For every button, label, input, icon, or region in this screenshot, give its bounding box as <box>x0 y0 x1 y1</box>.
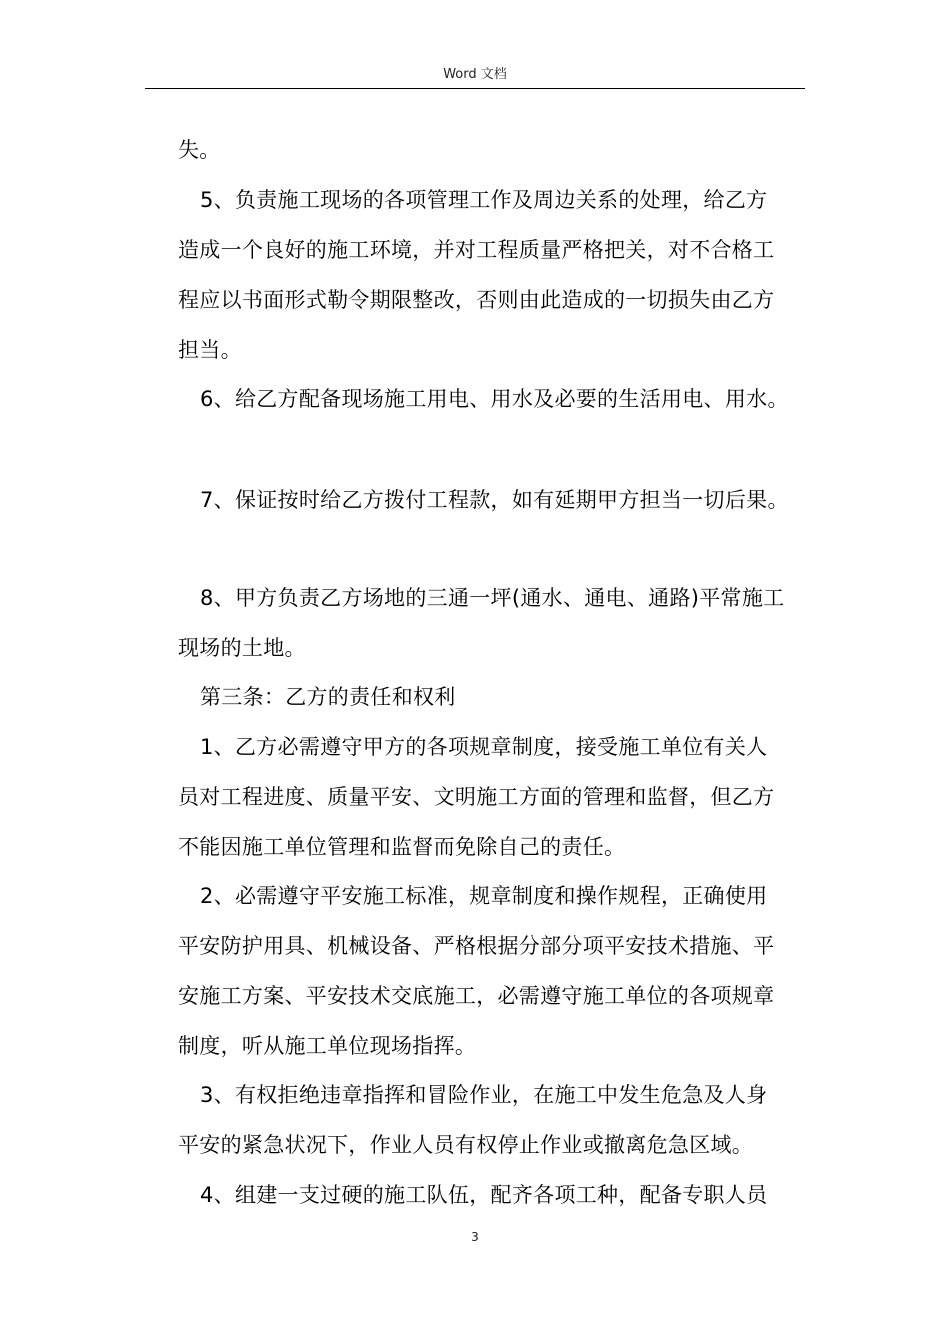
text-line: 6、给乙方配备现场施工用电、用水及必要的生活用电、用水。 <box>200 387 789 411</box>
text-line: 7、保证按时给乙方拨付工程款，如有延期甲方担当一切后果。 <box>200 488 789 512</box>
text-line: 制度，听从施工单位现场指挥。 <box>178 1034 477 1058</box>
text-line: 2、必需遵守平安施工标准，规章制度和操作规程，正确使用 <box>200 884 768 908</box>
text-line: 造成一个良好的施工环境，并对工程质量严格把关，对不合格工 <box>178 238 775 262</box>
text-line: 现场的土地。 <box>178 636 306 660</box>
text-line: 安施工方案、平安技术交底施工，必需遵守施工单位的各项规章 <box>178 984 775 1008</box>
text-line: 程应以书面形式勒令期限整改，否则由此造成的一切损失由乙方 <box>178 288 775 312</box>
page-number: 3 <box>471 1230 479 1244</box>
section-heading: 第三条：乙方的责任和权利 <box>200 685 456 709</box>
text-line: 员对工程进度、质量平安、文明施工方面的管理和监督，但乙方 <box>178 785 775 809</box>
text-line: 平安防护用具、机械设备、严格根据分部分项平安技术措施、平 <box>178 934 775 958</box>
text-line: 4、组建一支过硬的施工队伍，配齐各项工种，配备专职人员 <box>200 1183 768 1207</box>
header-divider <box>145 88 805 89</box>
text-line: 3、有权拒绝违章指挥和冒险作业，在施工中发生危急及人身 <box>200 1083 768 1107</box>
text-line: 平安的紧急状况下，作业人员有权停止作业或撤离危急区域。 <box>178 1133 754 1157</box>
text-line: 不能因施工单位管理和监督而免除自己的责任。 <box>178 835 626 859</box>
text-line: 失。 <box>178 138 221 162</box>
text-line: 5、负责施工现场的各项管理工作及周边关系的处理，给乙方 <box>200 188 768 212</box>
text-line: 1、乙方必需遵守甲方的各项规章制度，接受施工单位有关人 <box>200 735 768 759</box>
text-line: 8、甲方负责乙方场地的三通一坪(通水、通电、通路)平常施工 <box>200 586 785 610</box>
text-line: 担当。 <box>178 338 242 362</box>
page-header-title: Word 文档 <box>443 67 507 82</box>
